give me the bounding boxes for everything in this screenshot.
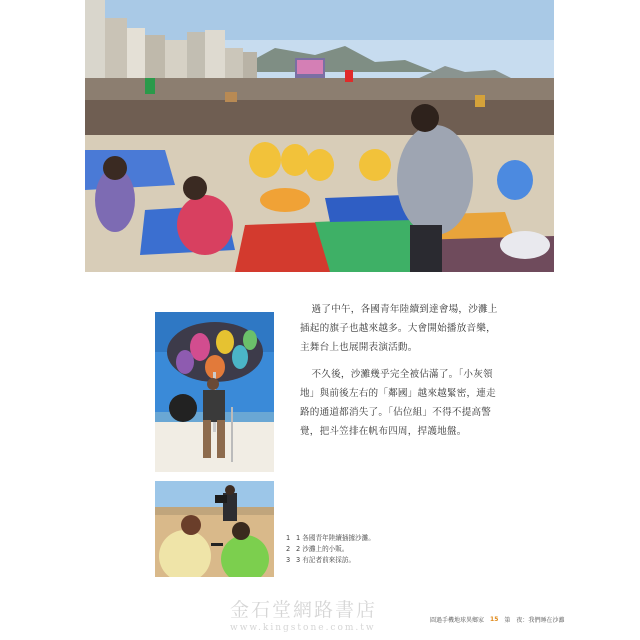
caption-row [286, 544, 446, 555]
watermark-title: 金石堂網路書店 [230, 599, 378, 621]
beach-crowd-photo [85, 0, 554, 272]
page-number: 15 [490, 615, 499, 623]
watermark-url: www.kingstone.com.tw [230, 623, 376, 633]
body-text [300, 300, 500, 449]
beach-vendor-photo [155, 312, 274, 472]
reporter-interview-photo [155, 481, 274, 577]
caption-row [286, 555, 446, 566]
caption-number: 3 [286, 556, 291, 564]
book-title: 圓過手機地球異鄉家 [430, 616, 485, 624]
body-paragraph: 過了中午，各國青年陸續到達會場，沙灘上插起的旗子也越來越多。大會開始播放音樂，主舞台上也展開表演活動。 [300, 304, 498, 353]
caption-number: 1 [286, 534, 291, 542]
caption-number: 2 [286, 545, 291, 553]
caption-text: 3 有記者前來採訪。 [296, 556, 356, 564]
photo-captions [286, 533, 446, 566]
chapter-title: 第 夜：我們睡在沙灘 [504, 616, 565, 624]
caption-row [286, 533, 446, 544]
page-footer [430, 612, 630, 626]
body-paragraph: 不久後，沙灘幾乎完全被佔滿了。「小灰領地」與前後左右的「鄰國」越來越緊密，連走路的通道都消失了。「佔位組」不得不提高警覺，把斗笠排在帆布四周，捍護地盤。 [300, 369, 496, 437]
caption-text: 1 各國青年陸續插據沙灘。 [296, 534, 375, 542]
caption-text: 2 沙灘上的小販。 [296, 545, 349, 553]
